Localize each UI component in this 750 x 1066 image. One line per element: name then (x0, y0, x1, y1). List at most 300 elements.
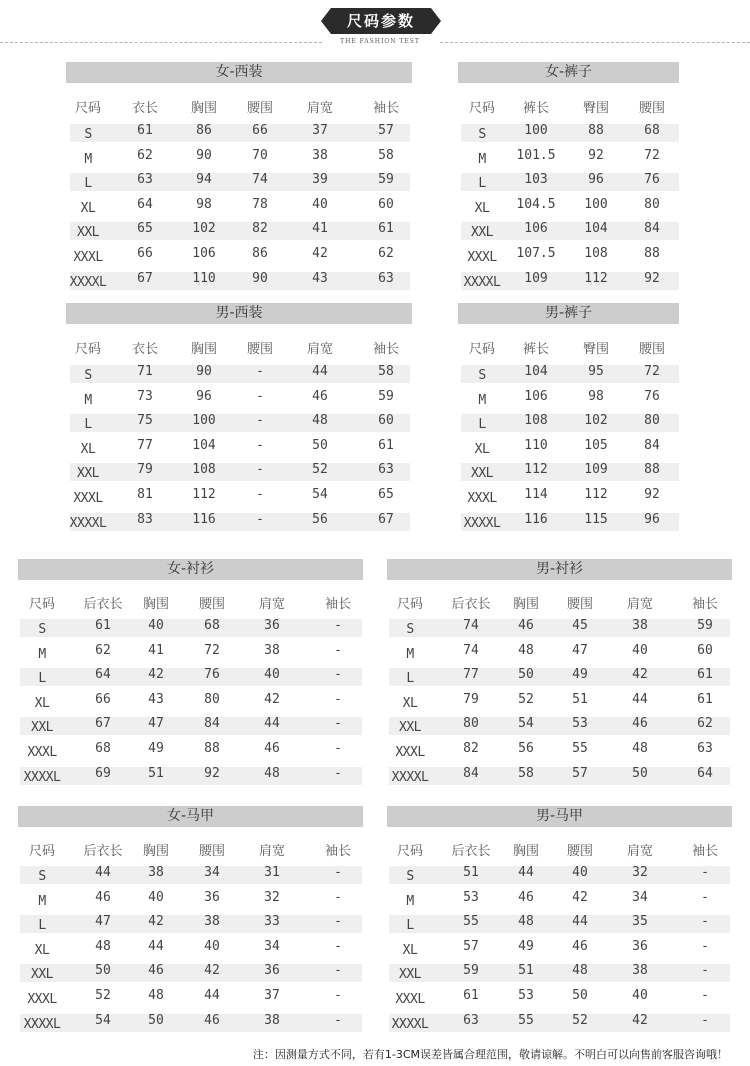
table-cell: 104.5 (516, 196, 556, 212)
table-cell: 61 (378, 437, 394, 453)
table-cell: 92 (204, 765, 220, 781)
table-cell: - (334, 938, 342, 954)
header-col-back-length: 后衣长 (451, 844, 491, 859)
header-col-shoulder: 肩宽 (626, 844, 653, 859)
size-label: S (478, 368, 486, 383)
table-cell: 38 (264, 1012, 280, 1028)
table-cell: - (701, 963, 709, 979)
header-col-sleeve: 袖长 (691, 844, 718, 859)
table-cell: 54 (95, 1012, 111, 1028)
table-cell: 51 (518, 963, 534, 979)
size-label: XL (80, 200, 96, 216)
table-cell: 57 (572, 765, 588, 781)
table-cell: 43 (312, 270, 328, 286)
banner-subtitle: THE FASHION TEST (340, 38, 420, 45)
table-cell: - (334, 691, 342, 707)
table-cell: 46 (204, 1012, 220, 1028)
table-cell: 44 (518, 865, 534, 880)
table-cell: 66 (137, 246, 153, 261)
size-label: XXXXL (69, 515, 107, 531)
table-cell: - (334, 765, 342, 781)
table-cell: 46 (95, 889, 111, 905)
table-cell: 80 (644, 196, 660, 212)
table-cell: 107.5 (516, 246, 556, 261)
table-cell: 86 (252, 246, 268, 261)
size-label: S (478, 127, 486, 142)
table-cell: 42 (632, 1012, 648, 1028)
size-label: M (478, 151, 486, 167)
table-cell: 72 (204, 642, 220, 658)
header-col-back-length: 后衣长 (451, 597, 491, 612)
table-cell: - (334, 642, 342, 658)
header-col-waist: 腰围 (198, 597, 225, 612)
table-cell: 62 (697, 716, 713, 732)
table-cell: 110 (192, 270, 216, 286)
table-cell: 35 (632, 914, 648, 930)
table-cell: 50 (572, 988, 588, 1003)
table-cell: - (701, 988, 709, 1003)
table-cell: 44 (204, 988, 220, 1003)
table-cell: 60 (697, 642, 713, 658)
header-col-hip: 臀围 (582, 342, 609, 357)
size-label: XXL (31, 720, 53, 736)
size-label: M (406, 893, 414, 909)
size-label: L (406, 671, 414, 687)
header-col-waist: 腰围 (566, 597, 593, 612)
table-cell: 63 (378, 270, 394, 286)
table-cell: 48 (312, 413, 328, 429)
header-col-chest: 胸围 (512, 844, 539, 859)
table-cell: 92 (644, 270, 660, 286)
table-cell: 50 (312, 437, 328, 453)
table-cell: 40 (632, 988, 648, 1003)
size-label: XXXL (395, 745, 425, 760)
size-label: XXXXL (23, 1016, 61, 1032)
table-cell: 94 (196, 172, 212, 188)
size-table-men-suit (66, 303, 412, 543)
header-col-sleeve: 袖长 (372, 342, 399, 357)
size-table-women-pants (458, 62, 679, 302)
table-cell: - (334, 716, 342, 732)
table-cell: 46 (264, 741, 280, 756)
table-cell: 50 (148, 1012, 164, 1028)
header-col-back-length: 后衣长 (83, 844, 123, 859)
table-cell: 67 (95, 716, 111, 732)
table-cell: 88 (588, 123, 604, 138)
header-col-waist: 腰围 (566, 844, 593, 859)
table-cell: - (701, 914, 709, 930)
header-col-sleeve: 袖长 (691, 597, 718, 612)
table-cell: 86 (196, 123, 212, 138)
size-label: M (38, 893, 46, 909)
table-cell: - (256, 413, 264, 429)
size-label: XXXL (395, 992, 425, 1007)
table-cell: 84 (644, 221, 660, 237)
table-cell: 84 (204, 716, 220, 732)
table-cell: - (334, 914, 342, 930)
size-label: XXXXL (463, 515, 501, 531)
size-label: M (406, 646, 414, 662)
size-label: XXXXL (23, 769, 61, 785)
table-cell: 37 (264, 988, 280, 1003)
table-cell: 57 (378, 123, 394, 138)
header-col-shoulder: 肩宽 (258, 844, 285, 859)
table-cell: - (701, 1012, 709, 1028)
table-cell: 48 (95, 938, 111, 954)
size-label: M (84, 151, 92, 167)
table-cell: 96 (588, 172, 604, 188)
table-title: 男-西装 (66, 303, 412, 324)
table-cell: 63 (697, 741, 713, 756)
table-cell: 53 (518, 988, 534, 1003)
table-cell: 55 (572, 741, 588, 756)
table-cell: 112 (192, 487, 216, 502)
size-label: M (38, 646, 46, 662)
table-cell: 72 (644, 364, 660, 379)
table-cell: 44 (632, 691, 648, 707)
table-cell: - (256, 388, 264, 404)
size-label: XL (402, 942, 418, 958)
table-cell: 74 (463, 618, 479, 633)
table-cell: 40 (148, 889, 164, 905)
size-label: S (406, 869, 414, 884)
table-cell: 103 (524, 172, 548, 188)
table-cell: 32 (264, 889, 280, 905)
table-title: 女-裤子 (458, 62, 679, 83)
table-cell: 45 (572, 618, 588, 633)
table-cell: 108 (524, 413, 548, 429)
table-cell: - (334, 889, 342, 905)
table-cell: 38 (632, 963, 648, 979)
size-label: XXL (77, 466, 99, 482)
table-cell: 100 (192, 413, 216, 429)
size-label: XXXXL (463, 274, 501, 290)
header-col-waist: 腰围 (246, 101, 273, 116)
table-cell: 60 (378, 196, 394, 212)
table-cell: 109 (584, 462, 608, 478)
table-cell: 100 (584, 196, 608, 212)
size-label: M (84, 392, 92, 408)
size-label: S (84, 127, 92, 142)
table-cell: 51 (148, 765, 164, 781)
table-cell: 42 (312, 246, 328, 261)
size-label: S (84, 368, 92, 383)
table-cell: 46 (518, 618, 534, 633)
table-cell: 37 (312, 123, 328, 138)
table-cell: 44 (572, 914, 588, 930)
size-label: XL (474, 200, 490, 216)
table-cell: 106 (192, 246, 216, 261)
table-cell: 41 (312, 221, 328, 237)
table-cell: 46 (518, 889, 534, 905)
table-cell: 62 (137, 147, 153, 163)
table-cell: 61 (378, 221, 394, 237)
table-cell: - (334, 963, 342, 979)
size-table-men-vest (387, 806, 732, 1046)
size-label: L (84, 417, 92, 433)
table-cell: 48 (148, 988, 164, 1003)
header-col-size: 尺码 (74, 342, 101, 357)
table-cell: 48 (264, 765, 280, 781)
table-cell: 34 (632, 889, 648, 905)
header-col-shoulder: 肩宽 (258, 597, 285, 612)
size-label: XXL (471, 466, 493, 482)
size-label: L (38, 918, 46, 934)
table-cell: 69 (95, 765, 111, 781)
size-label: XXXL (27, 992, 57, 1007)
table-cell: 90 (196, 147, 212, 163)
size-label: XXL (399, 967, 421, 983)
table-cell: 65 (137, 221, 153, 237)
table-cell: 40 (312, 196, 328, 212)
header-col-waist: 腰围 (638, 101, 665, 116)
size-label: L (84, 176, 92, 192)
table-cell: - (256, 511, 264, 527)
table-cell: 59 (463, 963, 479, 979)
table-cell: 76 (644, 172, 660, 188)
table-cell: 48 (572, 963, 588, 979)
size-label: S (38, 869, 46, 884)
table-cell: 48 (632, 741, 648, 756)
table-cell: 58 (378, 364, 394, 379)
table-cell: 64 (697, 765, 713, 781)
table-cell: 58 (518, 765, 534, 781)
header-col-waist: 腰围 (198, 844, 225, 859)
table-cell: 104 (192, 437, 216, 453)
header-col-size: 尺码 (28, 844, 55, 859)
table-cell: 40 (204, 938, 220, 954)
table-cell: 33 (264, 914, 280, 930)
table-cell: 53 (572, 716, 588, 732)
size-table-men-pants (458, 303, 679, 543)
table-cell: 36 (264, 963, 280, 979)
table-cell: 61 (95, 618, 111, 633)
size-label: S (406, 622, 414, 637)
table-cell: 32 (632, 865, 648, 880)
header-col-waist: 腰围 (246, 342, 273, 357)
table-cell: 64 (95, 667, 111, 683)
table-cell: 48 (518, 642, 534, 658)
table-cell: 47 (148, 716, 164, 732)
table-cell: 75 (137, 413, 153, 429)
table-cell: 50 (632, 765, 648, 781)
table-cell: 34 (204, 865, 220, 880)
table-cell: - (256, 364, 264, 379)
table-cell: 42 (632, 667, 648, 683)
table-cell: 64 (137, 196, 153, 212)
size-table-men-shirt (387, 559, 732, 799)
table-cell: 44 (95, 865, 111, 880)
size-label: XXXL (73, 250, 103, 265)
table-cell: 114 (524, 487, 548, 502)
table-cell: 82 (463, 741, 479, 756)
header-col-chest: 胸围 (142, 597, 169, 612)
header-col-shoulder: 肩宽 (306, 342, 333, 357)
table-cell: 65 (378, 487, 394, 502)
table-cell: 109 (524, 270, 548, 286)
header-col-size: 尺码 (396, 597, 423, 612)
table-cell: 71 (137, 364, 153, 379)
table-cell: - (334, 988, 342, 1003)
size-label: XXL (399, 720, 421, 736)
size-label: XL (402, 695, 418, 711)
table-cell: 55 (463, 914, 479, 930)
table-cell: 88 (644, 462, 660, 478)
header-col-sleeve: 袖长 (324, 844, 351, 859)
header-col-size: 尺码 (468, 101, 495, 116)
header-col-shoulder: 肩宽 (626, 597, 653, 612)
table-cell: 53 (463, 889, 479, 905)
header-col-pants-length: 裤长 (522, 101, 549, 116)
table-cell: 74 (463, 642, 479, 658)
header-col-sleeve: 袖长 (372, 101, 399, 116)
size-table-women-suit (66, 62, 412, 302)
size-label: XXXXL (391, 1016, 429, 1032)
table-cell: 61 (137, 123, 153, 138)
table-cell: 67 (137, 270, 153, 286)
table-cell: 36 (204, 889, 220, 905)
table-cell: 100 (524, 123, 548, 138)
table-cell: 62 (95, 642, 111, 658)
size-label: L (478, 176, 486, 192)
banner-title: 尺码参数 (331, 8, 431, 34)
table-cell: 88 (644, 246, 660, 261)
table-cell: 40 (632, 642, 648, 658)
table-cell: - (256, 437, 264, 453)
table-cell: 52 (518, 691, 534, 707)
table-cell: 76 (644, 388, 660, 404)
table-cell: 66 (95, 691, 111, 707)
table-cell: - (334, 741, 342, 756)
table-cell: 48 (518, 914, 534, 930)
table-cell: 74 (252, 172, 268, 188)
table-cell: - (334, 667, 342, 683)
table-cell: 51 (572, 691, 588, 707)
header-col-chest: 胸围 (190, 101, 217, 116)
header-col-shoulder: 肩宽 (306, 101, 333, 116)
table-cell: 66 (252, 123, 268, 138)
table-cell: 49 (572, 667, 588, 683)
table-cell: 112 (584, 487, 608, 502)
table-cell: 92 (588, 147, 604, 163)
table-cell: 44 (264, 716, 280, 732)
table-cell: 78 (252, 196, 268, 212)
size-label: S (38, 622, 46, 637)
header-col-chest: 胸围 (142, 844, 169, 859)
table-cell: 44 (148, 938, 164, 954)
table-cell: 56 (312, 511, 328, 527)
table-cell: 95 (588, 364, 604, 379)
table-cell: - (701, 889, 709, 905)
table-cell: 106 (524, 388, 548, 404)
table-cell: 49 (518, 938, 534, 954)
table-cell: 84 (463, 765, 479, 781)
table-cell: 116 (524, 511, 548, 527)
table-cell: 52 (312, 462, 328, 478)
size-label: XXXXL (391, 769, 429, 785)
table-cell: - (701, 938, 709, 954)
table-cell: 72 (644, 147, 660, 163)
table-cell: 46 (148, 963, 164, 979)
table-cell: 38 (632, 618, 648, 633)
table-cell: 51 (463, 865, 479, 880)
header-col-chest: 胸围 (190, 342, 217, 357)
table-cell: 62 (378, 246, 394, 261)
table-cell: 68 (644, 123, 660, 138)
table-cell: 40 (148, 618, 164, 633)
table-cell: 115 (584, 511, 608, 527)
size-table-women-vest (18, 806, 363, 1046)
table-cell: 63 (463, 1012, 479, 1028)
table-cell: 36 (264, 618, 280, 633)
table-title: 男-马甲 (387, 806, 732, 827)
header-col-size: 尺码 (74, 101, 101, 116)
table-cell: 50 (518, 667, 534, 683)
table-cell: 67 (378, 511, 394, 527)
table-cell: 60 (378, 413, 394, 429)
size-label: L (406, 918, 414, 934)
table-cell: 50 (95, 963, 111, 979)
size-label: XXXL (27, 745, 57, 760)
table-cell: - (334, 865, 342, 880)
table-cell: 61 (697, 691, 713, 707)
table-cell: 105 (584, 437, 608, 453)
banner-divider-left (0, 42, 322, 43)
footnote: 注：因测量方式不同，若有1-3CM误差皆属合理范围，敬请谅解。不明白可以向售前客服咨询哦！ (252, 1048, 728, 1061)
table-title: 女-西装 (66, 62, 412, 83)
table-cell: 80 (463, 716, 479, 732)
table-cell: 79 (137, 462, 153, 478)
table-cell: 59 (697, 618, 713, 633)
size-label: XL (34, 942, 50, 958)
table-cell: 63 (378, 462, 394, 478)
table-cell: 108 (584, 246, 608, 261)
table-cell: 43 (148, 691, 164, 707)
table-cell: 80 (644, 413, 660, 429)
table-cell: - (334, 618, 342, 633)
table-cell: 54 (312, 487, 328, 502)
table-cell: 70 (252, 147, 268, 163)
header-col-hip: 臀围 (582, 101, 609, 116)
header-col-waist: 腰围 (638, 342, 665, 357)
table-cell: 61 (463, 988, 479, 1003)
header-col-pants-length: 裤长 (522, 342, 549, 357)
table-cell: 42 (148, 667, 164, 683)
size-label: L (478, 417, 486, 433)
table-cell: 73 (137, 388, 153, 404)
header-col-chest: 胸围 (512, 597, 539, 612)
table-cell: 41 (148, 642, 164, 658)
header-col-back-length: 后衣长 (83, 597, 123, 612)
size-label: XL (80, 441, 96, 457)
table-cell: 42 (572, 889, 588, 905)
table-cell: 116 (192, 511, 216, 527)
table-cell: 38 (148, 865, 164, 880)
table-title: 男-裤子 (458, 303, 679, 324)
header-col-sleeve: 袖长 (324, 597, 351, 612)
size-label: XXXL (467, 250, 497, 265)
table-cell: 84 (644, 437, 660, 453)
size-label: XXXL (467, 491, 497, 506)
table-cell: 42 (264, 691, 280, 707)
table-cell: 56 (518, 741, 534, 756)
table-cell: 68 (95, 741, 111, 756)
table-cell: 80 (204, 691, 220, 707)
table-cell: 36 (632, 938, 648, 954)
table-cell: 46 (572, 938, 588, 954)
size-label: XL (474, 441, 490, 457)
table-cell: 112 (524, 462, 548, 478)
